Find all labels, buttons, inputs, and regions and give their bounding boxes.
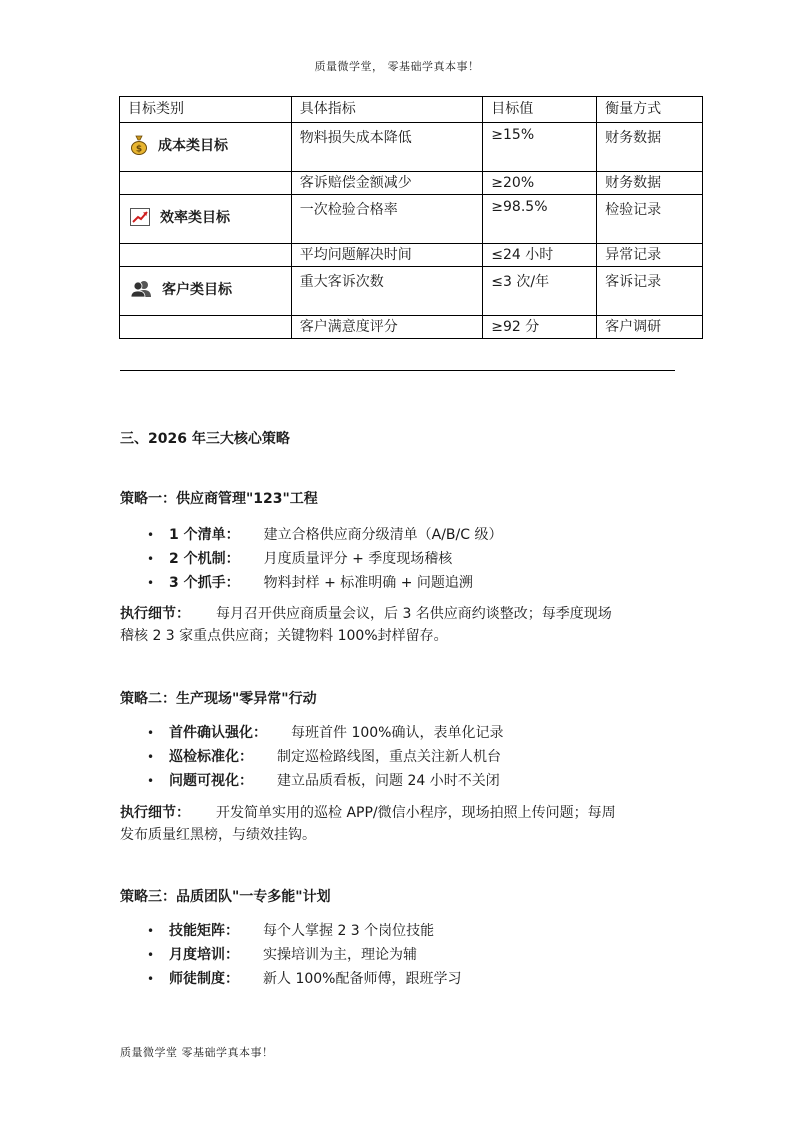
bullet-text: 建立合格供应商分级清单（A/B/C 级） (263, 527, 503, 543)
measure-cell: 财务数据 (597, 172, 703, 195)
bullet-icon: • (147, 528, 155, 542)
list-item (147, 967, 461, 991)
category-label: 效率类目标 (160, 210, 230, 226)
indicator-cell: 客诉赔偿金额减少 (291, 172, 483, 195)
bullet-label: 巡检标准化： (169, 749, 253, 765)
strategy-bullet-list (147, 721, 503, 793)
target-cell: ≤3 次/年 (483, 267, 597, 316)
indicator-cell: 一次检验合格率 (291, 195, 483, 244)
list-item (147, 523, 502, 547)
bullet-text: 制定巡检路线图，重点关注新人机台 (277, 749, 501, 765)
horizontal-divider (120, 370, 675, 371)
bullet-text: 实操培训为主，理论为辅 (263, 947, 417, 963)
strategy-title: 策略一：供应商管理"123"工程 (120, 491, 318, 507)
exec-text: 发布质量红黑榜，与绩效挂钩。 (120, 827, 316, 843)
measure-cell: 财务数据 (597, 123, 703, 172)
strategy-bullet-list (147, 919, 461, 991)
exec-text: 稽核 2 3 家重点供应商；关键物料 100%封样留存。 (120, 628, 448, 644)
column-header: 目标类别 (120, 97, 292, 123)
target-cell: ≥20% (483, 172, 597, 195)
table-row (120, 244, 703, 267)
target-cell: ≥92 分 (483, 316, 597, 339)
empty-cell (120, 316, 292, 339)
category-label: 客户类目标 (162, 282, 232, 298)
bullet-icon: • (147, 972, 155, 986)
measure-cell: 检验记录 (597, 195, 703, 244)
indicator-cell: 客户满意度评分 (291, 316, 483, 339)
measure-cell: 客诉记录 (597, 267, 703, 316)
column-header: 衡量方式 (597, 97, 703, 123)
people-icon (130, 280, 152, 298)
page-footer: 质量微学堂 零基础学真本事！ (120, 1046, 274, 1059)
list-item (147, 919, 461, 943)
list-item (147, 547, 502, 571)
bullet-text: 每个人掌握 2 3 个岗位技能 (263, 923, 435, 939)
exec-label: 执行细节： (120, 606, 190, 622)
table-header-row (120, 97, 703, 123)
bullet-label: 3 个抓手： (169, 575, 240, 591)
exec-text: 每月召开供应商质量会议，后 3 名供应商约谈整改；每季度现场 (216, 606, 612, 622)
bullet-icon: • (147, 552, 155, 566)
measure-cell: 客户调研 (597, 316, 703, 339)
column-header: 具体指标 (291, 97, 483, 123)
strategy-bullet-list (147, 523, 502, 595)
category-label: 成本类目标 (158, 138, 228, 154)
measure-cell: 异常记录 (597, 244, 703, 267)
list-item (147, 769, 503, 793)
list-item (147, 571, 502, 595)
bullet-icon: • (147, 924, 155, 938)
page-header: 质量微学堂， 零基础学真本事！ (314, 60, 480, 73)
bullet-text: 新人 100%配备师傅，跟班学习 (263, 971, 462, 987)
strategy-title: 策略三：品质团队"一专多能"计划 (120, 889, 331, 905)
category-cell (120, 123, 292, 172)
bullet-label: 月度培训： (169, 947, 239, 963)
table-row (120, 172, 703, 195)
bullet-text: 物料封样 + 标准明确 + 问题追溯 (263, 575, 473, 591)
indicator-cell: 物料损失成本降低 (291, 123, 483, 172)
category-cell (120, 195, 292, 244)
bullet-icon: • (147, 726, 155, 740)
empty-cell (120, 244, 292, 267)
exec-text: 开发简单实用的巡检 APP/微信小程序，现场拍照上传问题；每周 (216, 805, 616, 821)
target-cell: ≥15% (483, 123, 597, 172)
chart-up-icon (130, 208, 150, 226)
exec-label: 执行细节： (120, 805, 190, 821)
bullet-label: 2 个机制： (169, 551, 240, 567)
execution-details (120, 603, 680, 647)
bullet-label: 1 个清单： (169, 527, 240, 543)
bullet-text: 月度质量评分 + 季度现场稽核 (263, 551, 453, 567)
indicator-cell: 重大客诉次数 (291, 267, 483, 316)
category-cell (120, 267, 292, 316)
indicator-cell: 平均问题解决时间 (291, 244, 483, 267)
bullet-icon: • (147, 774, 155, 788)
table-row (120, 195, 703, 244)
money-bag-icon (130, 135, 148, 155)
bullet-icon: • (147, 948, 155, 962)
bullet-label: 技能矩阵： (169, 923, 239, 939)
bullet-icon: • (147, 576, 155, 590)
target-cell: ≤24 小时 (483, 244, 597, 267)
table-row (120, 267, 703, 316)
table-row (120, 123, 703, 172)
list-item (147, 721, 503, 745)
goals-table (119, 96, 703, 339)
list-item (147, 745, 503, 769)
execution-details (120, 802, 680, 846)
column-header: 目标值 (483, 97, 597, 123)
section-title: 三、2026 年三大核心策略 (120, 431, 290, 447)
bullet-label: 师徒制度： (169, 971, 239, 987)
bullet-label: 首件确认强化： (169, 725, 267, 741)
svg-text:$: $ (135, 144, 143, 155)
strategy-title: 策略二：生产现场"零异常"行动 (120, 691, 317, 707)
bullet-label: 问题可视化： (169, 773, 253, 789)
bullet-icon: • (147, 750, 155, 764)
list-item (147, 943, 461, 967)
bullet-text: 每班首件 100%确认，表单化记录 (291, 725, 504, 741)
table-row (120, 316, 703, 339)
empty-cell (120, 172, 292, 195)
target-cell: ≥98.5% (483, 195, 597, 244)
bullet-text: 建立品质看板，问题 24 小时不关闭 (277, 773, 500, 789)
